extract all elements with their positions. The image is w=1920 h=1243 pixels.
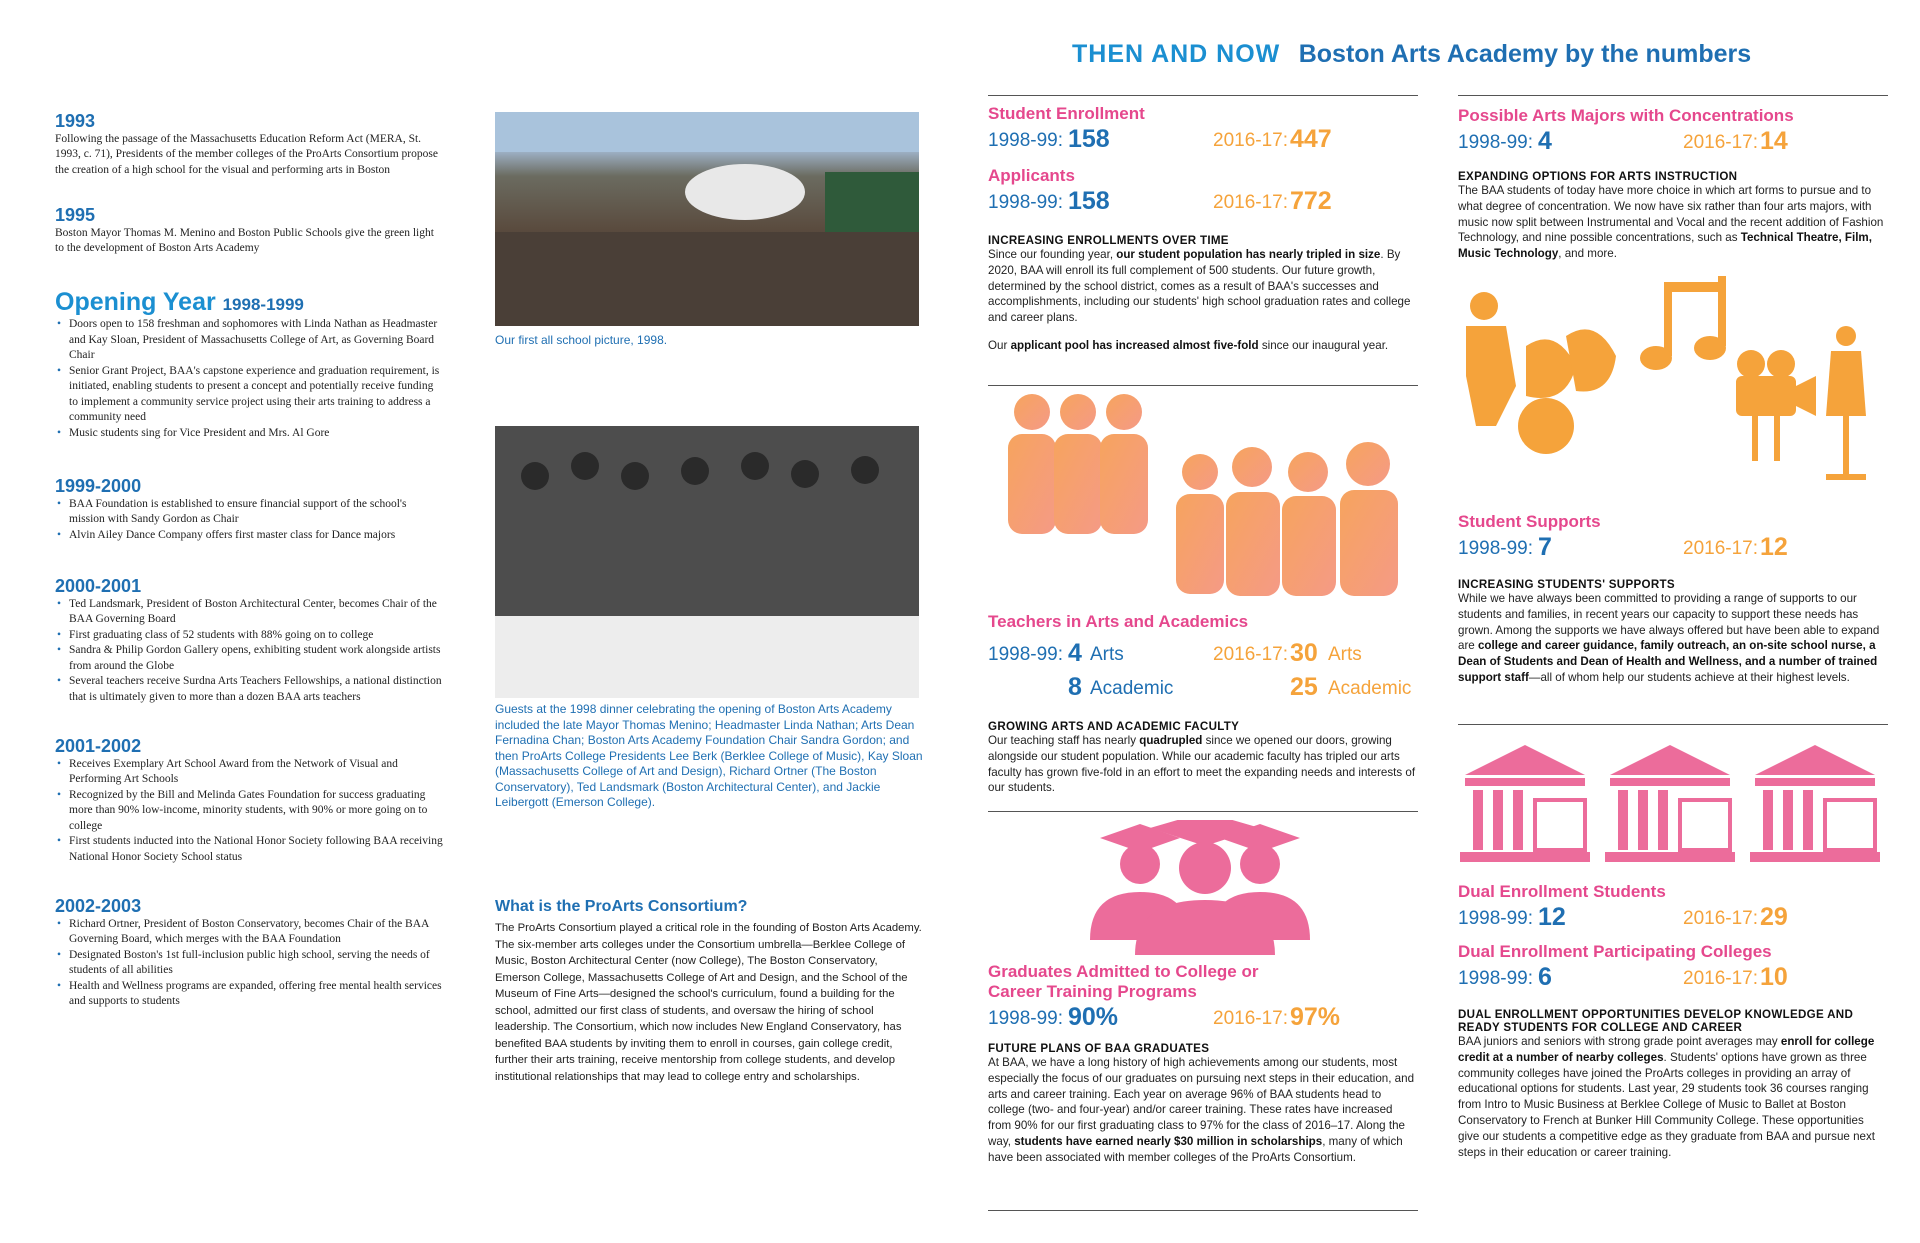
now-label: 2016-17: xyxy=(1213,192,1289,213)
year-heading: 1999-2000 xyxy=(55,476,142,496)
teachers-section xyxy=(988,612,1418,796)
then-value: 90% xyxy=(1068,1003,1119,1031)
year-heading: 2002-2003 xyxy=(55,896,142,916)
section-title: Teachers in Arts and Academics xyxy=(988,612,1249,631)
divider xyxy=(988,811,1418,812)
now-label: 2016-17: xyxy=(1683,132,1759,153)
school-photo-1998 xyxy=(495,112,919,326)
stat-row xyxy=(1458,962,1888,996)
sub-heading: INCREASING STUDENTS' SUPPORTS xyxy=(1458,578,1675,591)
building-icon xyxy=(1455,740,1895,870)
now-label: 2016-17: xyxy=(1683,908,1759,929)
section-title-line2: Career Training Programs xyxy=(988,982,1197,1001)
year-heading: 2000-2001 xyxy=(55,576,142,596)
list-item: • Ted Landsmark, President of Boston Architectural Center, becomes Chair of the BAA Governing Board xyxy=(55,597,445,628)
timeline xyxy=(55,111,445,1010)
list-item: • Health and Wellness programs are expanded, offering free mental health services and supports to students xyxy=(55,979,445,1010)
stat-row xyxy=(1458,126,1888,158)
then-label: 1998-99: xyxy=(1458,538,1534,559)
sub-heading: GROWING ARTS AND ACADEMIC FACULTY xyxy=(988,720,1240,733)
list-item: • First graduating class of 52 students with 88% going on to college xyxy=(55,628,445,644)
then-arts-value: 4 xyxy=(1068,639,1082,667)
list-item: • Receives Exemplary Art School Award from the Network of Visual and Performing Art Schools xyxy=(55,757,445,788)
proarts-text: The ProArts Consortium played a critical role in the founding of Boston Arts Academy. The six-member arts colleges under the Consortium umbrella—Berklee College of Music, Boston Architectural Center (now College), The Boston Conservatory, Emerson College, Massachusetts College of Art and Design, and the School of the Museum of Fine Arts—designed the school's curriculum, found a building for the school, admitted our first class of students, and oversaw the hiring of school leadership. The Consortium, which now includes New England Conservatory, has benefited BAA students by inviting them to enroll in courses, gain college credit, further their arts training, receive mentorship from college students, and develop institutional relationships that may lead to college entry and scholarships. xyxy=(495,922,922,1083)
divider xyxy=(988,385,1418,386)
list-item: • Doors open to 158 freshman and sophomores with Linda Nathan as Headmaster and Kay Sloan, President of Massachusetts College of Art, as Governing Board Chair xyxy=(55,317,445,364)
then-label: 1998-99: xyxy=(988,192,1064,213)
divider xyxy=(988,95,1418,96)
list-item: • Richard Ortner, President of Boston Conservatory, becomes Chair of the BAA Governing Board, which merges with the BAA Foundation xyxy=(55,917,445,948)
now-academic-value: 25 xyxy=(1290,673,1318,701)
then-value: 4 xyxy=(1538,127,1552,155)
opening-title: Opening Year xyxy=(55,287,216,316)
photo-caption-1: Our first all school picture, 1998. xyxy=(495,333,668,347)
arts-label: Arts xyxy=(1090,644,1124,665)
now-value: 12 xyxy=(1760,533,1788,561)
section-title: Student Supports xyxy=(1458,512,1601,531)
sub-heading: EXPANDING OPTIONS FOR ARTS INSTRUCTION xyxy=(1458,170,1738,183)
divider xyxy=(1458,95,1888,96)
supports-section xyxy=(1458,512,1888,686)
stat-row xyxy=(988,1002,1418,1036)
timeline-1995 xyxy=(55,205,445,257)
then-value: 158 xyxy=(1068,125,1110,153)
then-value: 158 xyxy=(1068,187,1110,215)
section-title-line1: Graduates Admitted to College or xyxy=(988,962,1259,981)
sub-heading: INCREASING ENROLLMENTS OVER TIME xyxy=(988,234,1229,247)
now-value: 29 xyxy=(1760,903,1788,931)
arts-label: Arts xyxy=(1328,644,1362,665)
list-item: • Several teachers receive Surdna Arts Teachers Fellowships, a national distinction that is ultimately given to more than a dozen BAA arts teachers xyxy=(55,674,445,705)
now-label: 2016-17: xyxy=(1213,1008,1289,1029)
sub-heading: FUTURE PLANS OF BAA GRADUATES xyxy=(988,1042,1210,1055)
list-item: • Designated Boston's 1st full-inclusion public high school, serving the needs of students of all abilities xyxy=(55,948,445,979)
page-title: Boston Arts Academy by the numbers xyxy=(1298,40,1752,68)
now-value: 772 xyxy=(1290,187,1332,215)
now-value: 97% xyxy=(1290,1003,1341,1031)
people-group-icon xyxy=(990,392,1420,602)
dual-enrollment-section xyxy=(1458,882,1888,1160)
now-arts-value: 30 xyxy=(1290,639,1318,667)
stat-row xyxy=(988,638,1418,672)
body-paragraph: Our applicant pool has increased almost five-fold since our inaugural year. xyxy=(988,338,1389,352)
arts-icon xyxy=(1436,276,1888,496)
photo-caption-2: Guests at the 1998 dinner celebrating the opening of Boston Arts Academy included the late Mayor Thomas Menino; Headmaster Linda Nathan; Arts Dean Fernadina Chan; Boston Arts Academy Foundation Chair Sandra Gordon; and then ProArts College Presidents Lee Berk (Berklee College of Music), Kay Sloan (Massachusetts College of Art and Design), Richard Ortner (The Boston Conservatory), Ted Landsmark (Boston Architectural Center), and Jackie Leibergott (Emerson College). xyxy=(495,702,923,809)
year-heading: 1993 xyxy=(55,111,96,131)
section-title: Applicants xyxy=(988,166,1075,185)
academic-label: Academic xyxy=(1090,678,1174,699)
timeline-opening xyxy=(55,287,445,442)
year-heading: 2001-2002 xyxy=(55,736,142,756)
timeline-2001 xyxy=(55,736,445,865)
divider xyxy=(988,1210,1418,1211)
now-label: 2016-17: xyxy=(1683,968,1759,989)
body-paragraph: While we have always been committed to providing a range of supports to our students and families, in recent years our capacity to support these needs has grown. Among the supports we have always offered but have been able to expand are college and career guidance, family outreach, an on-site school nurse, a Dean of Students and Dean of Health and Wellness, and a number of trained support staff—all of whom help our students achieve at their highest levels. xyxy=(1458,592,1880,684)
then-label: 1998-99: xyxy=(1458,132,1534,153)
dinner-photo-1998 xyxy=(495,426,919,698)
academic-label: Academic xyxy=(1328,678,1412,699)
graduates-icon xyxy=(1070,820,1340,955)
stat-row xyxy=(988,672,1418,706)
list-item: • Recognized by the Bill and Melinda Gates Foundation for success graduating more than 90% low-income, minority students, with 90% or more going on to college xyxy=(55,788,445,835)
then-label: 1998-99: xyxy=(988,130,1064,151)
now-value: 14 xyxy=(1760,127,1788,155)
stat-row xyxy=(1458,902,1888,936)
body-paragraph: The BAA students of today have more choice in which art forms to pursue and to what degree of concentration. We now have six rather than four arts majors, with music now split between Instrumental and Vocal and the recent addition of Fashion Technology, and nine possible concentrations, such as Technical Theatre, Film, Music Technology, and more. xyxy=(1458,184,1884,261)
proarts-section xyxy=(495,898,925,1085)
list-item: • Alvin Ailey Dance Company offers first master class for Dance majors xyxy=(55,528,445,544)
list-item: • Music students sing for Vice President and Mrs. Al Gore xyxy=(55,426,445,442)
then-label: 1998-99: xyxy=(1458,908,1534,929)
dinner-illustration xyxy=(495,426,919,698)
section-title: Dual Enrollment Students xyxy=(1458,882,1666,901)
list-item: • BAA Foundation is established to ensure financial support of the school's mission with Sandy Gordon as Chair xyxy=(55,497,445,528)
page-header xyxy=(1072,40,1751,69)
then-academic-value: 8 xyxy=(1068,673,1082,701)
timeline-text: Boston Mayor Thomas M. Menino and Boston Public Schools give the green light to the development of Boston Arts Academy xyxy=(55,226,434,254)
now-label: 2016-17: xyxy=(1213,644,1289,665)
timeline-1993 xyxy=(55,111,445,178)
stat-row xyxy=(988,124,1418,156)
majors-section xyxy=(1458,106,1888,262)
body-paragraph: BAA juniors and seniors with strong grade point averages may enroll for college credit at a number of nearby colleges. Students' options have grown as three community colleges have joined the ProArts colleges in providing an array of educational options for students. Last year, 29 students took 36 courses ranging from Intro to Music Business at Berklee College of Music to Ballet at Boston Conservatory to French at Bunker Hill Community College. These opportunities give our students a competitive edge as they graduate from BAA and pursue next steps in their education or career training. xyxy=(1458,1035,1875,1159)
body-paragraph: Our teaching staff has nearly quadrupled since we opened our doors, growing alongside our student population. While our academic faculty has tripled our arts faculty has grown five-fold in an effort to meet the expanding needs and interests of our students. xyxy=(988,734,1416,795)
now-value: 10 xyxy=(1760,963,1788,991)
enrollment-section xyxy=(988,104,1418,354)
now-value: 447 xyxy=(1290,125,1332,153)
section-title: Student Enrollment xyxy=(988,104,1145,123)
list-item: • Sandra & Philip Gordon Gallery opens, exhibiting student work alongside artists from around the Globe xyxy=(55,643,445,674)
then-label: 1998-99: xyxy=(988,644,1064,665)
list-item: • First students inducted into the National Honor Society following BAA receiving National Honor Society School status xyxy=(55,834,445,865)
graduates-section xyxy=(988,962,1418,1166)
section-title: Possible Arts Majors with Concentrations xyxy=(1458,106,1794,125)
then-value: 7 xyxy=(1538,533,1552,561)
list-item: • Senior Grant Project, BAA's capstone experience and graduation requirement, is initiated, enabling students to present a concept and potentially receive funding to implement a community service project using their arts training to address a community need xyxy=(55,364,445,426)
stat-row xyxy=(1458,532,1888,564)
then-label: 1998-99: xyxy=(1458,968,1534,989)
timeline-2002 xyxy=(55,896,445,1010)
now-label: 2016-17: xyxy=(1213,130,1289,151)
section-title: Dual Enrollment Participating Colleges xyxy=(1458,942,1772,961)
divider xyxy=(1458,724,1888,725)
now-label: 2016-17: xyxy=(1683,538,1759,559)
opening-years: 1998-1999 xyxy=(222,294,304,314)
then-value: 12 xyxy=(1538,903,1566,931)
then-label: 1998-99: xyxy=(988,1008,1064,1029)
stat-row xyxy=(988,186,1418,218)
crowd-illustration xyxy=(495,112,919,326)
sub-heading: DUAL ENROLLMENT OPPORTUNITIES DEVELOP KNOWLEDGE AND READY STUDENTS FOR COLLEGE AND CAREER xyxy=(1458,1008,1854,1034)
body-paragraph: At BAA, we have a long history of high achievements among our students, most especially the focus of our graduates on pursuing next steps in their education, and arts and career training. Each year on average 96% of BAA students head to college (two- and four-year) and/or career training. These rates have increased from 90% for our first graduating class to 97% for the class of 2016–17. Along the way, students have earned nearly $30 million in scholarships, many of which have been associated with member colleges of the ProArts Consortium. xyxy=(988,1056,1415,1164)
proarts-title: What is the ProArts Consortium? xyxy=(495,898,748,915)
then-now-label: THEN AND NOW xyxy=(1072,40,1281,68)
timeline-text: Following the passage of the Massachusetts Education Reform Act (MERA, St. 1993, c. 71), Presidents of the member colleges of the ProArts Consortium propose the creation of a high school for the visual and performing arts in Boston xyxy=(55,132,438,176)
year-heading: 1995 xyxy=(55,205,96,225)
timeline-1999 xyxy=(55,476,445,543)
then-value: 6 xyxy=(1538,963,1552,991)
body-paragraph: Since our founding year, our student population has nearly tripled in size. By 2020, BAA will enroll its full complement of 500 students. Our future growth, determined by the school district, comes as a result of BAA's successes and accomplishments, including our students' high school graduation rates and college and career plans. xyxy=(988,248,1411,325)
timeline-2000 xyxy=(55,576,445,705)
